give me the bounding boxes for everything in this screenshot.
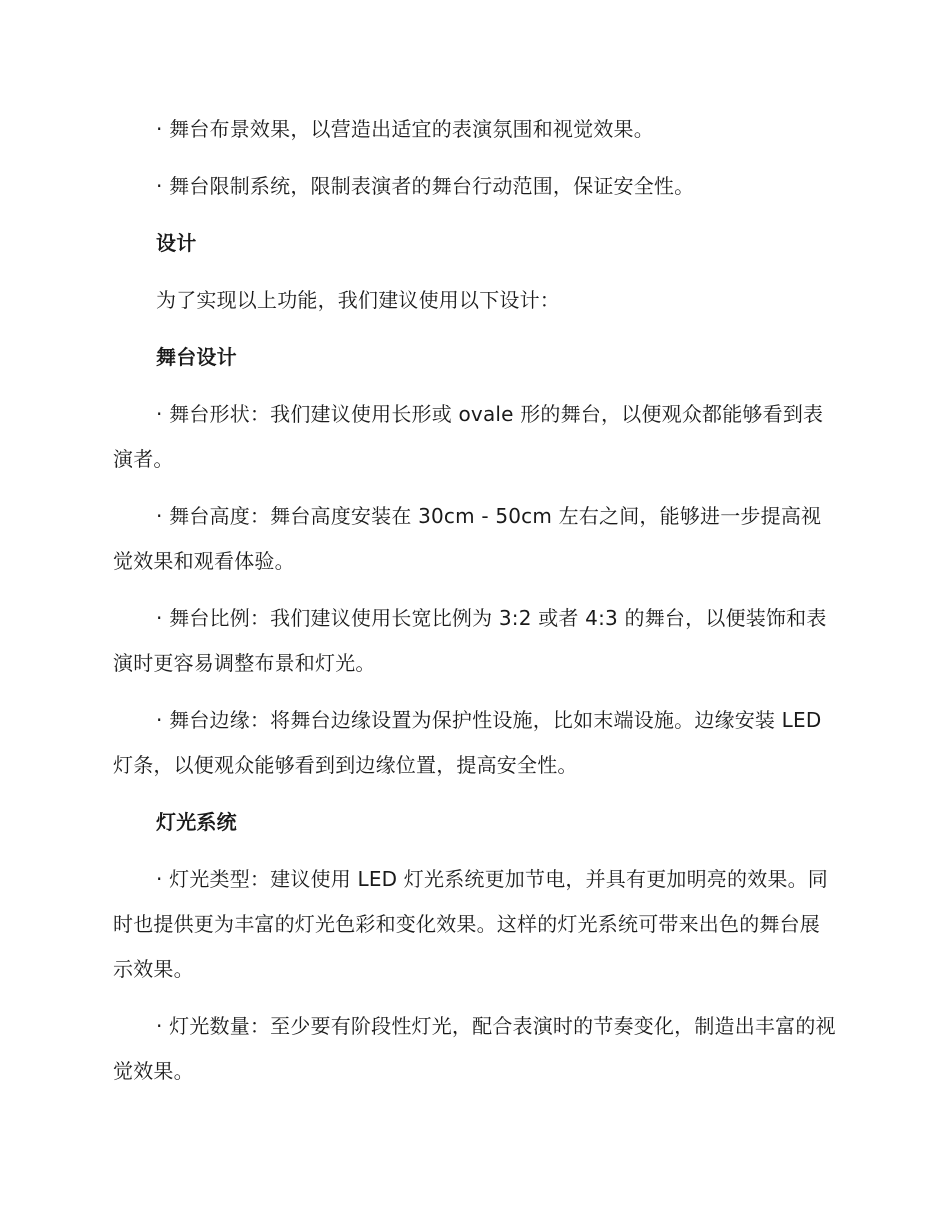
heading-lighting-system: 灯光系统 xyxy=(156,810,237,834)
heading-design: 设计 xyxy=(156,231,197,255)
document-page xyxy=(113,107,839,1106)
bullet-lighting-type: · 灯光类型：建议使用 LED 灯光系统更加节电，并具有更加明亮的效果。同时也提供更为丰富的灯光色彩和变化效果。这样的灯光系统可带来出色的舞台展示效果。 xyxy=(113,867,829,981)
bullet-lighting-quantity: · 灯光数量：至少要有阶段性灯光，配合表演时的节奏变化，制造出丰富的视觉效果。 xyxy=(113,1014,836,1083)
bullet-stage-restriction: · 舞台限制系统，限制表演者的舞台行动范围，保证安全性。 xyxy=(156,174,695,198)
bullet-stage-ratio: · 舞台比例：我们建议使用长宽比例为 3:2 或者 4:3 的舞台，以便装饰和表演时更容易调整布景和灯光。 xyxy=(113,606,827,675)
bullet-stage-edge: · 舞台边缘：将舞台边缘设置为保护性设施，比如末端设施。边缘安装 LED 灯条，以便观众能够看到到边缘位置，提高安全性。 xyxy=(113,708,822,777)
heading-stage-design: 舞台设计 xyxy=(156,345,237,369)
bullet-stage-height: · 舞台高度：舞台高度安装在 30cm - 50cm 左右之间，能够进一步提高视觉效果和观看体验。 xyxy=(113,504,822,573)
bullet-stage-shape: · 舞台形状：我们建议使用长形或 ovale 形的舞台，以便观众都能够看到表演者。 xyxy=(113,402,824,471)
intro-paragraph: 为了实现以上功能，我们建议使用以下设计： xyxy=(156,288,560,312)
bullet-stage-scenery: · 舞台布景效果，以营造出适宜的表演氛围和视觉效果。 xyxy=(156,117,654,141)
